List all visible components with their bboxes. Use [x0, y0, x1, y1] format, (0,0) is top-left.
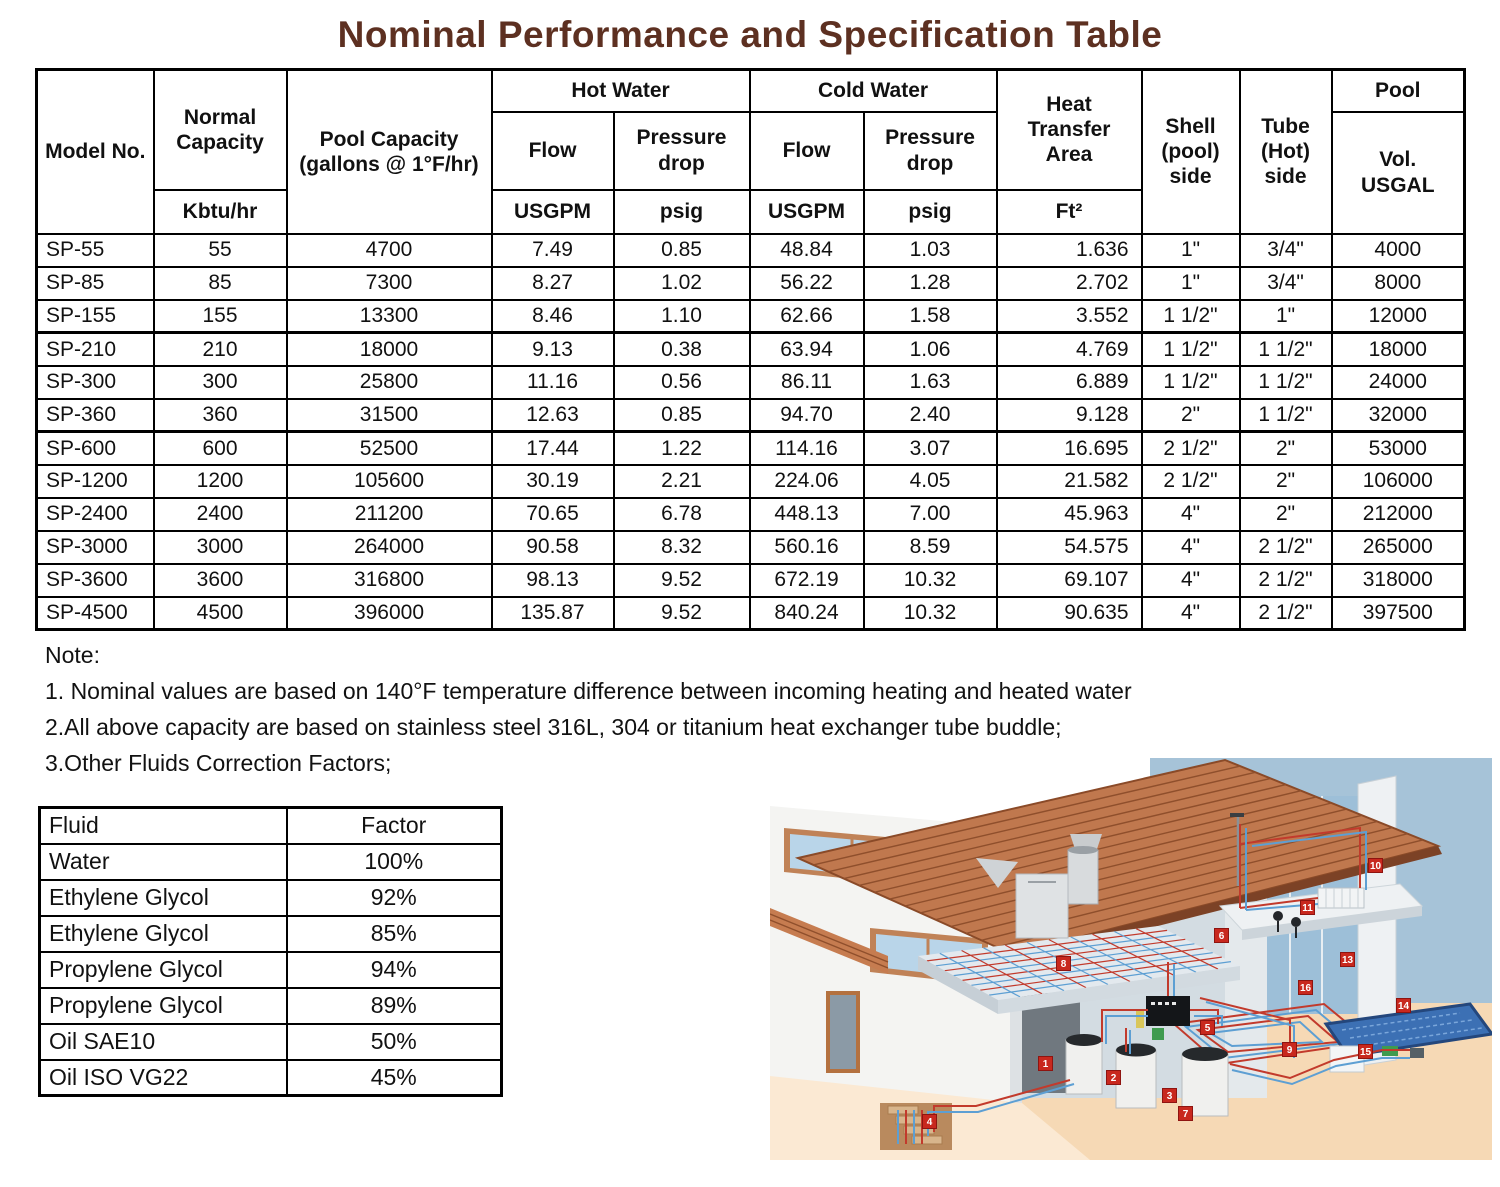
cell: 155: [154, 300, 287, 333]
cell: 1.06: [864, 333, 997, 366]
cell: 52500: [287, 432, 492, 465]
cell: 7300: [287, 267, 492, 300]
cell: 1 1/2": [1142, 300, 1240, 333]
cell: 9.52: [614, 597, 750, 630]
cell: 300: [154, 366, 287, 399]
cell: 360: [154, 399, 287, 432]
cell: 85: [154, 267, 287, 300]
cell: 0.56: [614, 366, 750, 399]
callout-marker: 3: [1162, 1088, 1177, 1103]
table-row: [37, 531, 1465, 564]
cell: 50%: [287, 1024, 502, 1060]
cell: 3/4": [1240, 267, 1332, 300]
col-header-pool-capacity: Pool Capacity (gallons @ 1°F/hr): [287, 70, 492, 234]
cell: 4": [1142, 498, 1240, 531]
table-row: [37, 267, 1465, 300]
cell: 1 1/2": [1142, 366, 1240, 399]
cell: 3/4": [1240, 234, 1332, 267]
cell: 264000: [287, 531, 492, 564]
cell: 8.27: [492, 267, 614, 300]
cell: 94%: [287, 952, 502, 988]
cell: SP-210: [37, 333, 154, 366]
cell: 318000: [1332, 564, 1465, 597]
cell: 54.575: [997, 531, 1142, 564]
cell: SP-3000: [37, 531, 154, 564]
cell: SP-85: [37, 267, 154, 300]
cell: 17.44: [492, 432, 614, 465]
performance-spec-table: [35, 68, 1466, 631]
unit-cold-flow: USGPM: [750, 190, 864, 234]
callout-marker: 8: [1056, 956, 1071, 971]
table-row: [40, 1060, 502, 1096]
cell: 3.552: [997, 300, 1142, 333]
table-row: [40, 1024, 502, 1060]
cell: 672.19: [750, 564, 864, 597]
house-illustration-svg: [770, 758, 1492, 1160]
cell: 396000: [287, 597, 492, 630]
col-header-hot-flow: Flow: [492, 112, 614, 190]
unit-cold-pressure: psig: [864, 190, 997, 234]
cell: 90.58: [492, 531, 614, 564]
col-header-pool: Pool: [1332, 70, 1465, 112]
cell: Ethylene Glycol: [40, 880, 287, 916]
cell: Oil ISO VG22: [40, 1060, 287, 1096]
callout-marker: 5: [1200, 1020, 1215, 1035]
note-item-2: 2.All above capacity are based on stainless steel 316L, 304 or titanium heat exchanger tube buddle;: [45, 714, 1062, 740]
unit-hot-pressure: psig: [614, 190, 750, 234]
cell: 48.84: [750, 234, 864, 267]
cell: Oil SAE10: [40, 1024, 287, 1060]
col-header-pool-vol: Vol. USGAL: [1332, 112, 1465, 234]
cell: SP-360: [37, 399, 154, 432]
table-row: [40, 844, 502, 880]
table-row: [37, 300, 1465, 333]
unit-heat-area: Ft²: [997, 190, 1142, 234]
cell: 69.107: [997, 564, 1142, 597]
cell: 2 1/2": [1240, 564, 1332, 597]
cell: 448.13: [750, 498, 864, 531]
cell: 2400: [154, 498, 287, 531]
cell: 1.22: [614, 432, 750, 465]
cell: SP-155: [37, 300, 154, 333]
door: [828, 993, 858, 1071]
cell: 70.65: [492, 498, 614, 531]
cell: 2": [1240, 498, 1332, 531]
unit-hot-flow: USGPM: [492, 190, 614, 234]
fluid-correction-table: [38, 806, 503, 1097]
group-header-cold-water: Cold Water: [750, 70, 997, 112]
cell: 6.78: [614, 498, 750, 531]
cell: 3000: [154, 531, 287, 564]
col-header-shell-side: Shell (pool) side: [1142, 70, 1240, 234]
cell: 94.70: [750, 399, 864, 432]
cell: 2 1/2": [1240, 531, 1332, 564]
cell: 25800: [287, 366, 492, 399]
cell: 98.13: [492, 564, 614, 597]
cell: 1.63: [864, 366, 997, 399]
cell: 2 1/2": [1142, 432, 1240, 465]
cell: 1": [1240, 300, 1332, 333]
cell: 16.695: [997, 432, 1142, 465]
cell: 1": [1142, 267, 1240, 300]
cell: 100%: [287, 844, 502, 880]
note-label: Note:: [45, 642, 100, 668]
table-row: [40, 952, 502, 988]
cell: 135.87: [492, 597, 614, 630]
table-row: [37, 432, 1465, 465]
cell: 1": [1142, 234, 1240, 267]
cell: 211200: [287, 498, 492, 531]
cell: 9.52: [614, 564, 750, 597]
table-row: [40, 880, 502, 916]
cell: SP-1200: [37, 465, 154, 498]
house-heating-illustration: [770, 758, 1492, 1160]
cell: 30.19: [492, 465, 614, 498]
col-header-cold-flow: Flow: [750, 112, 864, 190]
cell: SP-55: [37, 234, 154, 267]
cell: 10.32: [864, 597, 997, 630]
cell: Ethylene Glycol: [40, 916, 287, 952]
cell: 1 1/2": [1240, 333, 1332, 366]
cell: 0.85: [614, 234, 750, 267]
table-row: [37, 366, 1465, 399]
cell: 1 1/2": [1240, 399, 1332, 432]
cell: 18000: [287, 333, 492, 366]
table-row: [40, 916, 502, 952]
cell: 397500: [1332, 597, 1465, 630]
cell: 224.06: [750, 465, 864, 498]
unit-kbtu: Kbtu/hr: [154, 190, 287, 234]
cell: 1.636: [997, 234, 1142, 267]
cell: 18000: [1332, 333, 1465, 366]
cell: 7.00: [864, 498, 997, 531]
cell: 600: [154, 432, 287, 465]
table-row: [37, 498, 1465, 531]
callout-marker: 14: [1396, 998, 1411, 1013]
cell: 63.94: [750, 333, 864, 366]
cell: 2 1/2": [1240, 597, 1332, 630]
cell: 2": [1240, 465, 1332, 498]
cell: 7.49: [492, 234, 614, 267]
col-header-cold-pressure: Pressure drop: [864, 112, 997, 190]
cell: 1200: [154, 465, 287, 498]
cell: 89%: [287, 988, 502, 1024]
callout-marker: 16: [1298, 980, 1313, 995]
cell: 316800: [287, 564, 492, 597]
col-header-normal-capacity: Normal Capacity: [154, 70, 287, 190]
callout-marker: 13: [1340, 952, 1355, 967]
cell: 2 1/2": [1142, 465, 1240, 498]
cell: 4500: [154, 597, 287, 630]
cell: 1.10: [614, 300, 750, 333]
cell: 11.16: [492, 366, 614, 399]
col-header-factor: Factor: [287, 808, 502, 844]
table-row: [37, 465, 1465, 498]
cell: 2.702: [997, 267, 1142, 300]
spec-table-header: [37, 70, 1465, 234]
cell: 4.05: [864, 465, 997, 498]
cell: 1.28: [864, 267, 997, 300]
cell: 1.58: [864, 300, 997, 333]
cell: 105600: [287, 465, 492, 498]
cell: 2.21: [614, 465, 750, 498]
cell: Propylene Glycol: [40, 988, 287, 1024]
cell: 1.03: [864, 234, 997, 267]
table-row: [37, 234, 1465, 267]
cell: 53000: [1332, 432, 1465, 465]
note-item-1: 1. Nominal values are based on 140°F temperature difference between incoming heating and heated water: [45, 678, 1132, 704]
cell: 24000: [1332, 366, 1465, 399]
cell: 2": [1142, 399, 1240, 432]
fluid-table-body: [40, 844, 502, 1096]
cell: 90.635: [997, 597, 1142, 630]
cell: 12.63: [492, 399, 614, 432]
cell: 9.13: [492, 333, 614, 366]
cell: SP-300: [37, 366, 154, 399]
callout-marker: 7: [1178, 1106, 1193, 1121]
cell: 8000: [1332, 267, 1465, 300]
cell: 10.32: [864, 564, 997, 597]
page-title: Nominal Performance and Specification Table: [337, 14, 1163, 55]
cell: 4": [1142, 531, 1240, 564]
cell: 2.40: [864, 399, 997, 432]
table-row: [37, 564, 1465, 597]
group-header-hot-water: Hot Water: [492, 70, 750, 112]
cell: 106000: [1332, 465, 1465, 498]
cell: 210: [154, 333, 287, 366]
cell: 3600: [154, 564, 287, 597]
callout-marker: 2: [1106, 1070, 1121, 1085]
cell: 45%: [287, 1060, 502, 1096]
cell: 212000: [1332, 498, 1465, 531]
cell: SP-2400: [37, 498, 154, 531]
cell: 840.24: [750, 597, 864, 630]
cell: 1 1/2": [1240, 366, 1332, 399]
cell: 1.02: [614, 267, 750, 300]
cell: 13300: [287, 300, 492, 333]
callout-marker: 1: [1038, 1056, 1053, 1071]
cell: 0.38: [614, 333, 750, 366]
col-header-model: Model No.: [37, 70, 154, 234]
callout-marker: 15: [1358, 1044, 1373, 1059]
col-header-heat-transfer-area: Heat Transfer Area: [997, 70, 1142, 190]
cell: 2": [1240, 432, 1332, 465]
table-row: [37, 597, 1465, 630]
cell: SP-3600: [37, 564, 154, 597]
callout-marker: 11: [1300, 900, 1315, 915]
cell: 4": [1142, 597, 1240, 630]
radiator: [1318, 888, 1364, 908]
cell: 86.11: [750, 366, 864, 399]
table-row: [40, 808, 502, 844]
table-row: [40, 988, 502, 1024]
cell: 56.22: [750, 267, 864, 300]
cell: 8.59: [864, 531, 997, 564]
cell: 31500: [287, 399, 492, 432]
col-header-hot-pressure: Pressure drop: [614, 112, 750, 190]
cell: 4700: [287, 234, 492, 267]
cell: Water: [40, 844, 287, 880]
cell: 8.32: [614, 531, 750, 564]
table-row: [37, 399, 1465, 432]
cell: SP-600: [37, 432, 154, 465]
callout-marker: 4: [922, 1114, 937, 1129]
callout-marker: 9: [1282, 1042, 1297, 1057]
cell: 12000: [1332, 300, 1465, 333]
cell: 4": [1142, 564, 1240, 597]
cell: 4000: [1332, 234, 1465, 267]
cell: 45.963: [997, 498, 1142, 531]
cell: 85%: [287, 916, 502, 952]
cell: 9.128: [997, 399, 1142, 432]
cell: 92%: [287, 880, 502, 916]
spec-table-body: [37, 234, 1465, 630]
cell: Propylene Glycol: [40, 952, 287, 988]
cell: 4.769: [997, 333, 1142, 366]
cell: 32000: [1332, 399, 1465, 432]
col-header-tube-side: Tube (Hot) side: [1240, 70, 1332, 234]
table-row: [37, 333, 1465, 366]
note-item-3: 3.Other Fluids Correction Factors;: [45, 750, 392, 776]
cell: 0.85: [614, 399, 750, 432]
fluid-table-header: [40, 808, 502, 844]
cell: 560.16: [750, 531, 864, 564]
basement-stairs: [880, 1103, 952, 1150]
cell: 21.582: [997, 465, 1142, 498]
cell: 62.66: [750, 300, 864, 333]
col-header-fluid: Fluid: [40, 808, 287, 844]
cell: 1 1/2": [1142, 333, 1240, 366]
cell: 8.46: [492, 300, 614, 333]
callout-marker: 10: [1368, 858, 1383, 873]
cell: 265000: [1332, 531, 1465, 564]
cell: 3.07: [864, 432, 997, 465]
cell: SP-4500: [37, 597, 154, 630]
cell: 55: [154, 234, 287, 267]
cell: 114.16: [750, 432, 864, 465]
callout-marker: 6: [1214, 928, 1229, 943]
cell: 6.889: [997, 366, 1142, 399]
